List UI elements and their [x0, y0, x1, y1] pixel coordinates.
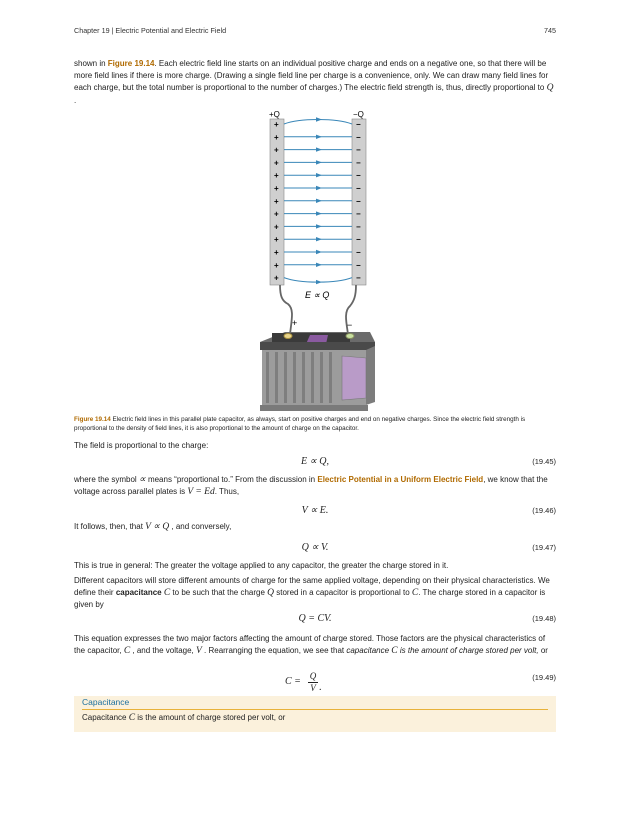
paragraph-symbol [74, 474, 556, 498]
math-q: Q [267, 588, 275, 599]
page-header [74, 26, 556, 35]
equation-number: (19.48) [532, 614, 556, 623]
field-arrow [316, 237, 322, 241]
math-v-prop-q: V ∝ Q [145, 522, 170, 532]
text: , and conversely, [169, 522, 232, 531]
field-arrow [316, 147, 322, 151]
plus-charge: + [274, 196, 279, 206]
text: , and the voltage, [130, 646, 196, 656]
battery-rib [275, 352, 278, 403]
text: shown in [74, 59, 108, 68]
minus-charge: − [356, 145, 361, 155]
text: . Rearranging the equation, we see that [201, 646, 347, 656]
battery [260, 332, 375, 411]
field-arrow [316, 280, 322, 284]
plus-charge: + [274, 273, 279, 283]
equation-expression: Q ∝ V. [301, 542, 329, 553]
math-v-ed: V = Ed [187, 487, 215, 498]
figure-link[interactable]: Figure 19.14 [107, 59, 155, 68]
field-arrow [316, 224, 322, 228]
field-arrow [316, 117, 322, 121]
plus-charge: + [274, 171, 279, 181]
text: is the amount of charge stored per volt, or [135, 713, 286, 722]
math-c: C [128, 713, 136, 723]
battery-rib [266, 352, 269, 403]
field-arrow [316, 186, 322, 190]
plus-charge: + [274, 184, 279, 193]
negative-terminal [346, 334, 354, 339]
math-c: C [123, 646, 131, 657]
callout-title: Capacitance [82, 697, 130, 707]
battery-rib [284, 352, 287, 403]
field-lines [284, 117, 352, 284]
battery-rib [302, 352, 305, 403]
terminal-plus-label: + [292, 318, 298, 328]
text: . [74, 95, 77, 105]
battery-rib [320, 352, 323, 403]
equation-number: (19.49) [532, 673, 556, 682]
emphasis: is the amount of charge stored per volt, [397, 646, 539, 656]
plus-charge: + [274, 145, 279, 155]
section-link[interactable]: Electric Potential in a Uniform Electric Field [317, 475, 484, 484]
minus-charge: − [356, 248, 361, 257]
text: or [538, 646, 548, 656]
text: Capacitance [82, 713, 129, 722]
minus-charge: − [356, 209, 361, 219]
math-v: V [195, 646, 202, 657]
callout-divider [82, 709, 548, 710]
wire-positive [280, 285, 292, 334]
equation-number: (19.47) [532, 543, 556, 552]
callout-body [82, 712, 285, 724]
equation-number: (19.46) [532, 506, 556, 515]
minus-charge: − [356, 171, 361, 181]
equation-expression: Q = CV. [298, 613, 332, 624]
minus-charge: − [356, 132, 361, 142]
math-c: C [411, 588, 419, 599]
fraction-numerator: Q [309, 671, 317, 681]
equation-lhs: C = [285, 676, 301, 687]
field-arrow [316, 135, 322, 139]
e-prop-q-label: E ∝ Q [305, 290, 330, 300]
equation-19-45 [74, 456, 556, 470]
minus-charge: − [356, 120, 361, 129]
minus-charge: − [356, 273, 361, 283]
field-arrow [316, 263, 322, 267]
text: . The charge stored in a capacitor is given by [74, 588, 546, 610]
math-c: C [391, 646, 398, 657]
battery-rib [311, 352, 314, 403]
battery-rib [329, 352, 332, 403]
text: . Each electric field line starts on an individual positive charge and ends on a negative one, so that there will be more field lines if there is more charge. (Drawing a single field line per charge is a convenience, only. We can draw many field lines for each charge, but the total number is proportional to the number of charges.) The electric field strength is, thus, directly proportional to [74, 59, 549, 93]
text: means “proportional to.” From the discussion in [145, 475, 318, 484]
minus-charge: − [356, 184, 361, 193]
math-propto: ∝ [138, 475, 146, 485]
page-number: 745 [544, 26, 556, 35]
text: where the symbol [74, 475, 139, 484]
plus-charge: + [274, 132, 279, 142]
chapter-title: Chapter 19 | Electric Potential and Electric Field [74, 26, 227, 35]
equation-19-49 [74, 672, 556, 694]
minus-charge: − [356, 196, 361, 206]
paragraph-define-capacitance [74, 575, 556, 612]
plus-charge: + [274, 248, 279, 257]
equation-expression: V ∝ E. [301, 505, 329, 516]
minus-q-label: −Q [353, 110, 364, 119]
plus-charge: + [274, 209, 279, 219]
text: This equation expresses the two major factors affecting the amount of charge stored. Those factors are the physical characteristics of the capacitor, [74, 634, 546, 656]
text: , we know that the voltage across parallel plates is [74, 475, 548, 497]
field-arrow [316, 173, 322, 177]
capacitor-battery-figure [250, 106, 380, 414]
plus-charge: + [274, 120, 279, 129]
plus-charge: + [274, 158, 279, 168]
paragraph-follows [74, 521, 556, 533]
minus-charge: − [356, 260, 361, 270]
math-q: Q [546, 83, 554, 94]
paragraph-intro [74, 58, 556, 107]
caption-text: Electric field lines in this parallel plate capacitor, as always, start on positive charges and end on negative charges. Since the electric field strength is proportional to the density of field lines, it is also proportional to the amount of charge on the capacitor. [74, 416, 526, 432]
caption-label: Figure 19.14 [74, 416, 111, 423]
paragraph-factors [74, 633, 556, 657]
field-arrow [316, 160, 322, 164]
plus-charge: + [274, 235, 279, 245]
plus-q-label: +Q [269, 110, 280, 119]
emphasis: capacitance [346, 646, 390, 656]
field-arrow [316, 250, 322, 254]
text: to be such that the charge [170, 588, 268, 598]
text: . Thus, [214, 487, 240, 497]
text: Different capacitors will store different amounts of charge for the same applied voltage, depending on their physical characteristics. We define their [74, 576, 550, 598]
battery-rib [293, 352, 296, 403]
equation-19-48 [74, 613, 556, 627]
equation-19-47 [74, 542, 556, 556]
field-arrow [316, 211, 322, 215]
equation-19-46 [74, 505, 556, 519]
equation-expression: E ∝ Q, [301, 456, 329, 467]
equation-tail: . [319, 682, 322, 693]
plus-charge: + [274, 260, 279, 270]
paragraph-field-prop: The field is proportional to the charge: [74, 441, 209, 450]
text: It follows, then, that [74, 522, 146, 531]
term-capacitance: capacitance [115, 588, 162, 598]
terminal-minus-label: − [347, 320, 353, 330]
field-arrow [316, 199, 322, 203]
math-c: C [163, 588, 171, 599]
text: stored in a capacitor is proportional to [274, 588, 412, 598]
minus-charge: − [356, 222, 361, 232]
plus-charge: + [274, 222, 279, 232]
fraction-denominator: V [310, 683, 316, 693]
equation-number: (19.45) [532, 457, 556, 466]
capacitance-callout [74, 696, 556, 732]
minus-charge: − [356, 235, 361, 245]
figure-caption [74, 416, 556, 433]
minus-charge: − [356, 158, 361, 168]
paragraph-general: This is true in general: The greater the voltage applied to any capacitor, the greater the charge stored in it. [74, 561, 449, 570]
positive-terminal [284, 334, 292, 339]
